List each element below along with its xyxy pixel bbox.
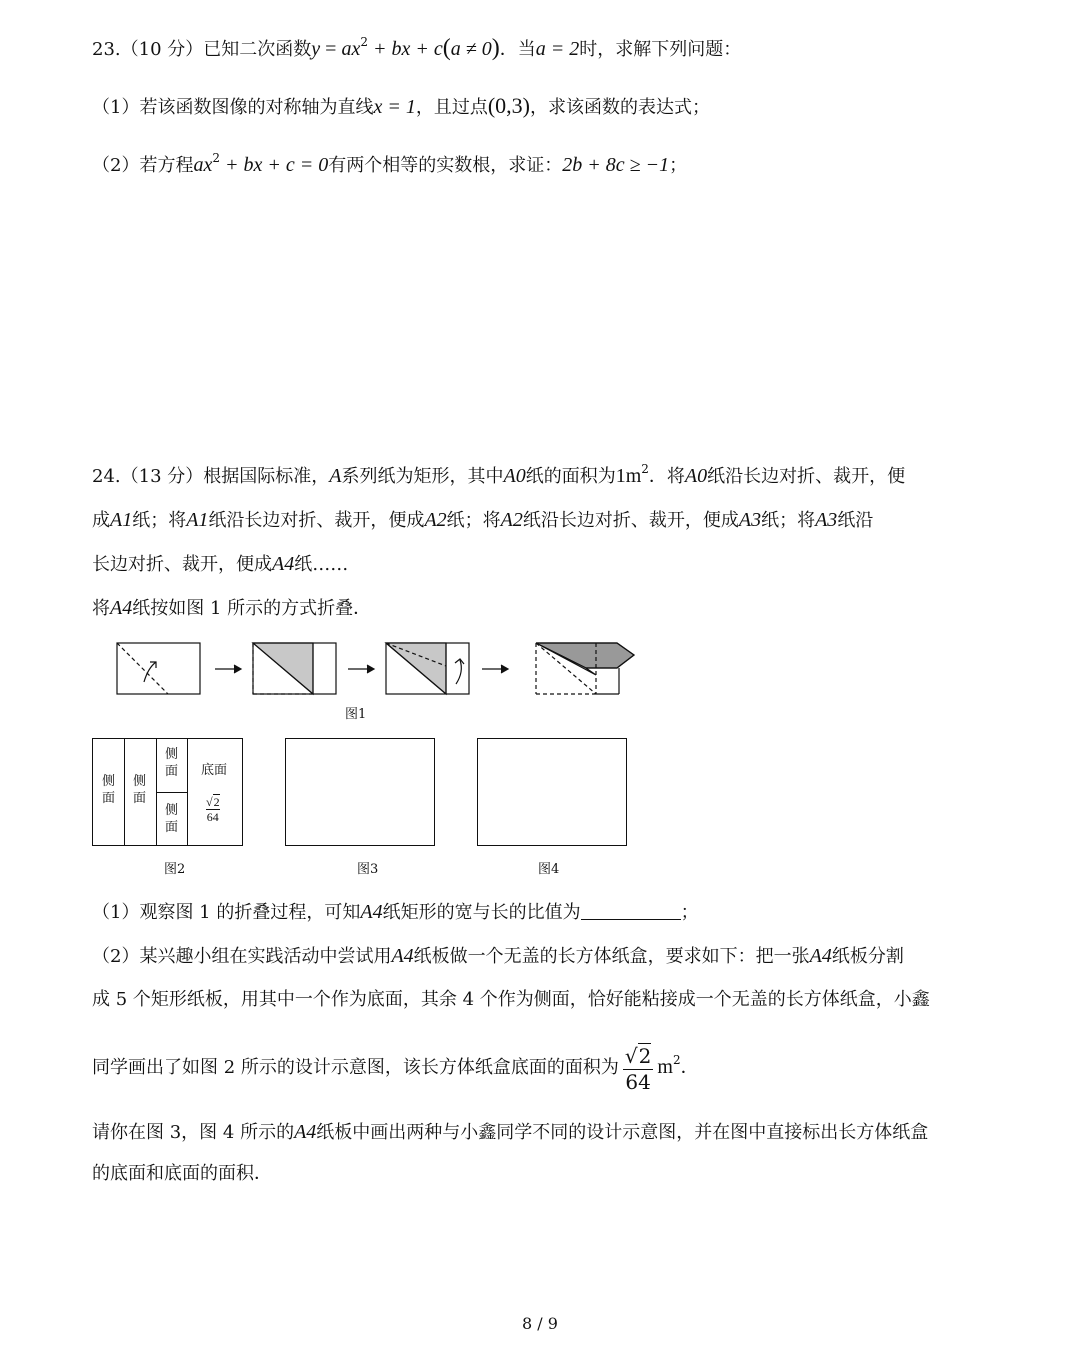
q24-part2-line1: （2）某兴趣小组在实践活动中尝试用A4纸板做一个无盖的长方体纸盒，要求如下：把一张A4纸板分割 xyxy=(92,945,904,967)
fig2-side-top: 侧 面 xyxy=(165,747,179,779)
fig2-bottom-area: √2 64 xyxy=(206,795,220,824)
q24-part1: （1）观察图 1 的折叠过程，可知A4纸矩形的宽与长的比值为 ； xyxy=(92,901,699,923)
q24-line4: 将A4纸按如图 1 所示的方式折叠． xyxy=(92,597,372,619)
q24-line1: 24.（13 分）根据国际标准，A系列纸为矩形，其中A0纸的面积为$1m^2$．将A0纸沿长边对折、裁开，便 xyxy=(92,462,906,487)
q24-part2-line2: 成 5 个矩形纸板，用其中一个作为底面，其余 4 个作为侧面，恰好能粘接成一个无盖的长方体纸盒，小鑫 xyxy=(92,989,930,1010)
q24-part2-line4: 请你在图 3，图 4 所示的A4纸板中画出两种与小鑫同学不同的设计示意图，并在图中直接标出长方体纸盒 xyxy=(92,1121,929,1143)
fig2-side-left: 侧 面 xyxy=(102,774,116,806)
fig2-side-middle: 侧 面 xyxy=(133,774,147,806)
q24-part2-line3: 同学画出了如图 2 所示的设计示意图，该长方体纸盒底面的面积为 $\frac{√2}{64}$ $m^2$． xyxy=(92,1043,699,1094)
figure-2-caption: 图2 xyxy=(164,862,186,877)
arrow-3 xyxy=(482,665,508,673)
arrow-1 xyxy=(215,665,241,673)
q23-part2: （2）若方程$ax^2$ + bx + c = 0有两个相等的实数根，求证：2b + 8c ≥ −1； xyxy=(92,151,688,176)
figure-3-blank xyxy=(285,738,435,846)
fold-stage-1 xyxy=(117,643,200,694)
fold-stage-4 xyxy=(536,643,634,694)
q23-part1: （1）若该函数图像的对称轴为直线x = 1，且过点(0,3)，求该函数的表达式； xyxy=(92,93,710,118)
q24-line3: 长边对折、裁开，便成A4纸…… xyxy=(92,553,349,575)
figure-1-caption: 图1 xyxy=(345,707,367,722)
fig2-bottom-label: 底面 xyxy=(201,763,228,778)
figure-3-caption: 图3 xyxy=(357,862,379,877)
q24-part2-line5: 的底面和底面的面积． xyxy=(92,1163,272,1184)
figure-4-caption: 图4 xyxy=(538,862,560,877)
q24-line2: 成A1纸；将A1纸沿长边对折、裁开，便成A2纸；将A2纸沿长边对折、裁开，便成A3纸；将A3纸沿 xyxy=(92,509,874,531)
page-number: 8 / 9 xyxy=(522,1314,558,1333)
fold-stage-3 xyxy=(386,643,469,694)
fig2-side-bottom: 侧 面 xyxy=(165,803,179,835)
area-fraction: $\frac{√2}{64}$ xyxy=(624,1043,652,1094)
arrow-2 xyxy=(348,665,374,673)
fold-stage-2 xyxy=(253,643,336,694)
answer-blank[interactable] xyxy=(581,901,681,920)
q23-header: 23.（10 分）已知二次函数$y = ax^2$ + bx + c(a ≠ 0)．当a = 2时，求解下列问题： xyxy=(92,35,742,61)
figure-4-blank xyxy=(477,738,627,846)
figure-1-folding xyxy=(110,632,650,732)
figure-2-layout xyxy=(92,738,243,846)
